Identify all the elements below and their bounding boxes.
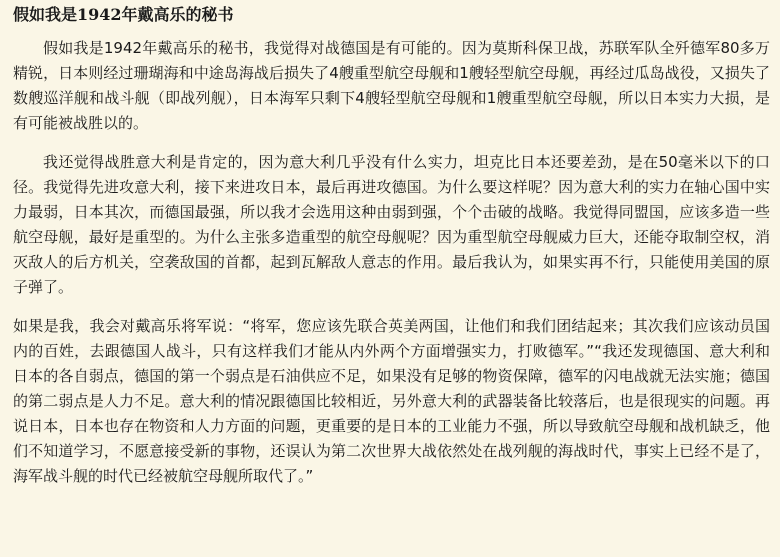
- article-title: 假如我是1942年戴高乐的秘书: [13, 5, 234, 24]
- article-paragraph-1: 假如我是1942年戴高乐的秘书，我觉得对战德国是有可能的。因为莫斯科保卫战，苏联军队全歼德军80多万精锐，日本则经过珊瑚海和中途岛海战后损失了4艘重型航空母舰和1艘轻型航空母舰，再经过瓜岛战役，又损失了数艘巡洋舰和战斗舰（即战列舰），日本海军只剩下4艘轻型航空母舰和1艘重型航空母舰，所以日本实力大损，是有可能被战胜以的。: [13, 39, 770, 132]
- article-paragraph-2: 我还觉得战胜意大利是肯定的，因为意大利几乎没有什么实力，坦克比日本还要差劲，是在50毫米以下的口径。我觉得先进攻意大利，接下来进攻日本，最后再进攻德国。为什么要这样呢？因为意大利的实力在轴心国中实力最弱，日本其次，而德国最强，所以我才会选用这种由弱到强，个个击破的战略。我觉得同盟国，应该多造一些航空母舰，最好是重型的。为什么主张多造重型的航空母舰呢？因为重型航空母舰威力巨大，还能夺取制空权，消灭敌人的后方机关，空袭敌国的首都，起到瓦解敌人意志的作用。最后我认为，如果实再不行，只能使用美国的原子弹了。: [13, 153, 770, 296]
- article-paragraph-3: 如果是我，我会对戴高乐将军说：“将军，您应该先联合英美两国，让他们和我们团结起来；其次我们应该动员国内的百姓，去跟德国人战斗，只有这样我们才能从内外两个方面增强实力，打败德军。”“我还发现德国、意大利和日本的各自弱点，德国的第一个弱点是石油供应不足，如果没有足够的物资保障，德军的闪电战就无法实施；德国的第二弱点是人力不足。意大利的情况跟德国比较相近，另外意大利的武器装备比较落后，也是很现实的问题。再说日本，日本也存在物资和人力方面的问题，更重要的是日本的工业能力不强，所以导致航空母舰和战机缺乏，他们不知道学习，不愿意接受新的事物，还误认为第二次世界大战依然处在战列舰的海战时代，事实上已经不是了，海军战斗舰的时代已经被航空母舰所取代了。”: [13, 317, 770, 485]
